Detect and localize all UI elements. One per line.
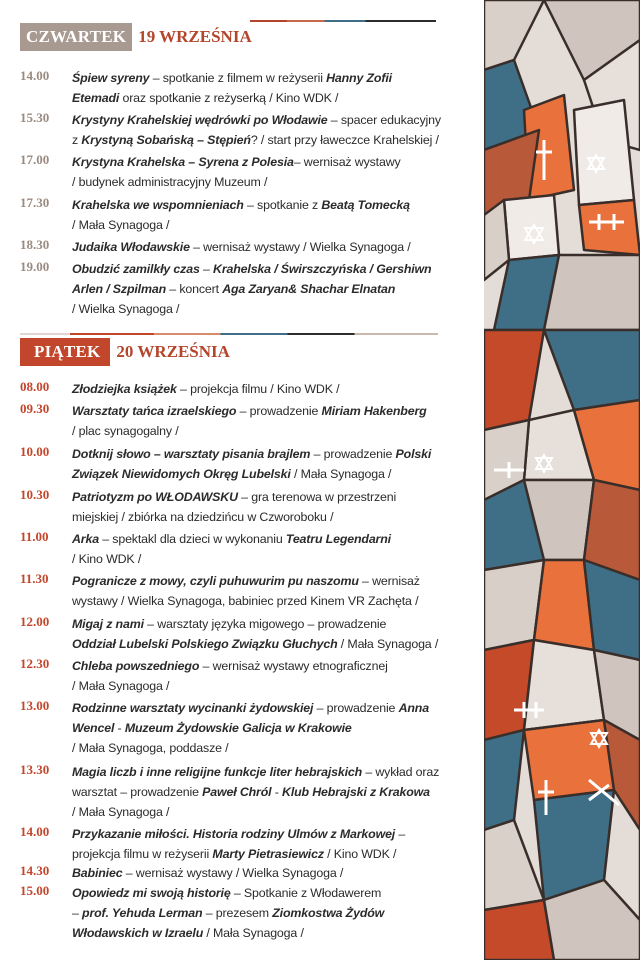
event-text: – prowadzenie — [310, 447, 396, 461]
friday-event-row — [20, 487, 450, 527]
event-text: projekcja filmu w reżyserii — [72, 847, 213, 861]
event-highlight: Beatą Tomecką — [321, 198, 410, 212]
event-highlight: Arka — [72, 532, 99, 546]
thursday-event-row — [20, 195, 450, 235]
event-text: / Mała Synagoga / — [290, 467, 392, 481]
event-time: 12.30 — [20, 656, 50, 671]
event-description — [72, 237, 444, 257]
event-text: z — [72, 133, 82, 147]
event-highlight: Obudzić zamilkły czas — [72, 262, 200, 276]
event-description — [72, 863, 444, 883]
event-highlight: Opowiedz mi swoją historię — [72, 886, 231, 900]
event-time: 09.30 — [20, 401, 50, 416]
event-text: - — [271, 785, 283, 799]
event-highlight: Warsztaty tańca izraelskiego — [72, 404, 237, 418]
friday-event-row — [20, 824, 450, 864]
event-time: 12.00 — [20, 614, 50, 629]
event-text: – wernisaż wystawy etnograficznej — [199, 659, 388, 673]
event-text: / Kino WDK / — [323, 847, 397, 861]
event-time: 14.00 — [20, 824, 50, 839]
event-text: warsztat – prowadzenie — [72, 785, 203, 799]
event-highlight: Pogranicze z mowy, czyli puhuwurim pu naszomu — [72, 574, 359, 588]
event-description — [72, 529, 444, 569]
event-time: 11.00 — [20, 529, 49, 544]
event-highlight: Krystyny Krahelskiej wędrówki po Włodawie — [72, 113, 328, 127]
friday-date: 20 WRZEŚNIA — [116, 342, 230, 361]
event-text: - — [114, 721, 125, 735]
friday-event-row — [20, 883, 450, 943]
event-time: 10.30 — [20, 487, 50, 502]
event-text: / Mała Synagoga / — [203, 926, 304, 940]
event-text: oraz spotkanie z reżyserką / Kino WDK / — [119, 91, 339, 105]
event-text: – spacer edukacyjny — [327, 113, 441, 127]
event-description — [72, 68, 444, 108]
event-highlight: Włodawskich w Izraelu — [72, 926, 204, 940]
thursday-event-row — [20, 152, 450, 192]
event-description — [72, 824, 444, 864]
event-text: – spektakl dla dzieci w wykonaniu — [98, 532, 286, 546]
event-text: ? / start przy ławeczce Krahelskiej / — [250, 133, 439, 147]
thursday-event-row — [20, 259, 450, 319]
event-highlight: Polski — [395, 447, 432, 461]
event-text: – Spotkanie z Włodawerem — [230, 886, 382, 900]
event-highlight: Judaika Włodawskie — [72, 240, 190, 254]
event-text: – wernisaż wystawy — [293, 155, 401, 169]
event-description — [72, 883, 444, 943]
event-text: – projekcja filmu / Kino WDK / — [176, 382, 340, 396]
event-highlight: Złodziejka książek — [72, 382, 177, 396]
friday-event-row — [20, 656, 450, 696]
friday-event-row — [20, 529, 450, 569]
stained-glass-decoration — [484, 0, 640, 960]
event-text: – prowadzenie — [236, 404, 322, 418]
event-text: / Mała Synagoga / — [337, 637, 439, 651]
event-highlight: Marty Pietrasiewicz — [212, 847, 324, 861]
event-highlight: Teatru Legendarni — [285, 532, 391, 546]
event-highlight: Muzeum Żydowskie Galicja w Krakowie — [124, 721, 352, 735]
thursday-header-rule — [250, 20, 436, 22]
event-text: – spotkanie z filmem w reżyserii — [149, 71, 327, 85]
event-time: 10.00 — [20, 444, 50, 459]
event-text: / Kino WDK / — [72, 552, 142, 566]
event-text: / Mała Synagoga, poddasze / — [72, 741, 229, 755]
event-description — [72, 762, 444, 822]
friday-event-row — [20, 401, 450, 441]
event-text: / Mała Synagoga / — [72, 805, 170, 819]
event-text: – gra terenowa w przestrzeni — [237, 490, 397, 504]
event-description — [72, 487, 444, 527]
event-time: 14.30 — [20, 863, 50, 878]
event-description — [72, 152, 444, 192]
friday-tab: PIĄTEK — [20, 338, 110, 366]
event-description — [72, 444, 444, 484]
event-highlight: Dotknij słowo – warsztaty pisania brajlem — [72, 447, 311, 461]
friday-event-row — [20, 698, 450, 758]
friday-event-row — [20, 762, 450, 822]
event-description — [72, 571, 444, 611]
event-text: – prezesem — [202, 906, 273, 920]
friday-event-row — [20, 571, 450, 611]
event-text: – wernisaż wystawy / Wielka Synagoga / — [122, 866, 344, 880]
event-highlight: Etemadi — [72, 91, 120, 105]
event-highlight: Wencel — [72, 721, 115, 735]
event-highlight: Oddział Lubelski Polskiego Związku Głuchych — [72, 637, 338, 651]
stained-glass-illustration — [484, 0, 640, 960]
thursday-header — [20, 23, 252, 51]
event-text: / Mała Synagoga / — [72, 679, 170, 693]
event-description — [72, 259, 444, 319]
event-text: – — [72, 906, 83, 920]
event-description — [72, 656, 444, 696]
event-highlight: Hanny Zofii — [326, 71, 392, 85]
event-highlight: Arlen / Szpilman — [72, 282, 166, 296]
friday-event-row — [20, 379, 450, 399]
event-time: 17.30 — [20, 195, 50, 210]
event-highlight: Aga Zaryan& Shachar Elnatan — [222, 282, 396, 296]
friday-event-row — [20, 444, 450, 484]
event-text: / Mała Synagoga / — [72, 218, 170, 232]
event-text: – — [199, 262, 214, 276]
event-time: 13.00 — [20, 698, 50, 713]
event-time: 14.00 — [20, 68, 50, 83]
event-text: – wykład oraz — [362, 765, 440, 779]
friday-header-rule — [20, 333, 438, 335]
event-highlight: Patriotyzm po WŁODAWSKU — [72, 490, 238, 504]
event-text: / Wielka Synagoga / — [72, 302, 180, 316]
event-highlight: Krystyną Sobańską – Stępień — [81, 133, 251, 147]
event-text: / budynek administracyjny Muzeum / — [72, 175, 268, 189]
thursday-event-row — [20, 237, 450, 257]
thursday-event-row — [20, 110, 450, 150]
event-highlight: Paweł Chról — [202, 785, 272, 799]
event-highlight: Krahelska we wspomnieniach — [72, 198, 244, 212]
event-time: 08.00 — [20, 379, 50, 394]
event-highlight: Chleba powszedniego — [72, 659, 200, 673]
event-description — [72, 698, 444, 758]
event-description — [72, 379, 444, 399]
event-highlight: Związek Niewidomych Okręg Lubelski — [72, 467, 291, 481]
event-highlight: Anna — [398, 701, 429, 715]
event-text: / plac synagogalny / — [72, 424, 179, 438]
event-time: 13.30 — [20, 762, 50, 777]
friday-event-row — [20, 863, 450, 883]
event-description — [72, 110, 444, 150]
event-highlight: Miriam Hakenberg — [321, 404, 427, 418]
event-highlight: prof. Yehuda Lerman — [82, 906, 203, 920]
event-highlight: Krahelska / Świrszczyńska / Gershiwn — [213, 262, 432, 276]
thursday-tab: CZWARTEK — [20, 23, 132, 51]
event-time: 18.30 — [20, 237, 50, 252]
event-time: 15.30 — [20, 110, 50, 125]
event-time: 19.00 — [20, 259, 50, 274]
event-highlight: Rodzinne warsztaty wycinanki żydowskiej — [72, 701, 314, 715]
event-text: – — [395, 827, 406, 841]
event-text: – koncert — [166, 282, 223, 296]
event-time: 17.00 — [20, 152, 50, 167]
event-text: – spotkanie z — [243, 198, 322, 212]
event-highlight: Ziomkostwa Żydów — [272, 906, 385, 920]
event-text: wystawy / Wielka Synagoga, babiniec przed Kinem VR Zachęta / — [72, 594, 419, 608]
friday-header — [20, 338, 230, 366]
event-highlight: Migaj z nami — [72, 617, 144, 631]
event-highlight: Śpiew syreny — [72, 71, 150, 85]
event-text: miejskiej / zbiórka na dziedzińcu w Czworoboku / — [72, 510, 334, 524]
event-highlight: Klub Hebrajski z Krakowa — [282, 785, 430, 799]
event-time: 15.00 — [20, 883, 50, 898]
event-description — [72, 195, 444, 235]
event-text: – wernisaż wystawy / Wielka Synagoga / — [189, 240, 411, 254]
event-text: – wernisaż — [358, 574, 420, 588]
event-highlight: Przykazanie miłości. Historia rodziny Ulmów z Markowej — [72, 827, 396, 841]
event-highlight: Babiniec — [72, 866, 123, 880]
event-highlight: Magia liczb i inne religijne funkcje liter hebrajskich — [72, 765, 363, 779]
event-text: – warsztaty języka migowego – prowadzenie — [143, 617, 387, 631]
event-time: 11.30 — [20, 571, 49, 586]
friday-event-row — [20, 614, 450, 654]
event-description — [72, 401, 444, 441]
event-highlight: Krystyna Krahelska – Syrena z Polesia — [72, 155, 294, 169]
thursday-event-row — [20, 68, 450, 108]
event-text: – prowadzenie — [313, 701, 399, 715]
event-description — [72, 614, 444, 654]
thursday-date: 19 WRZEŚNIA — [138, 27, 252, 46]
